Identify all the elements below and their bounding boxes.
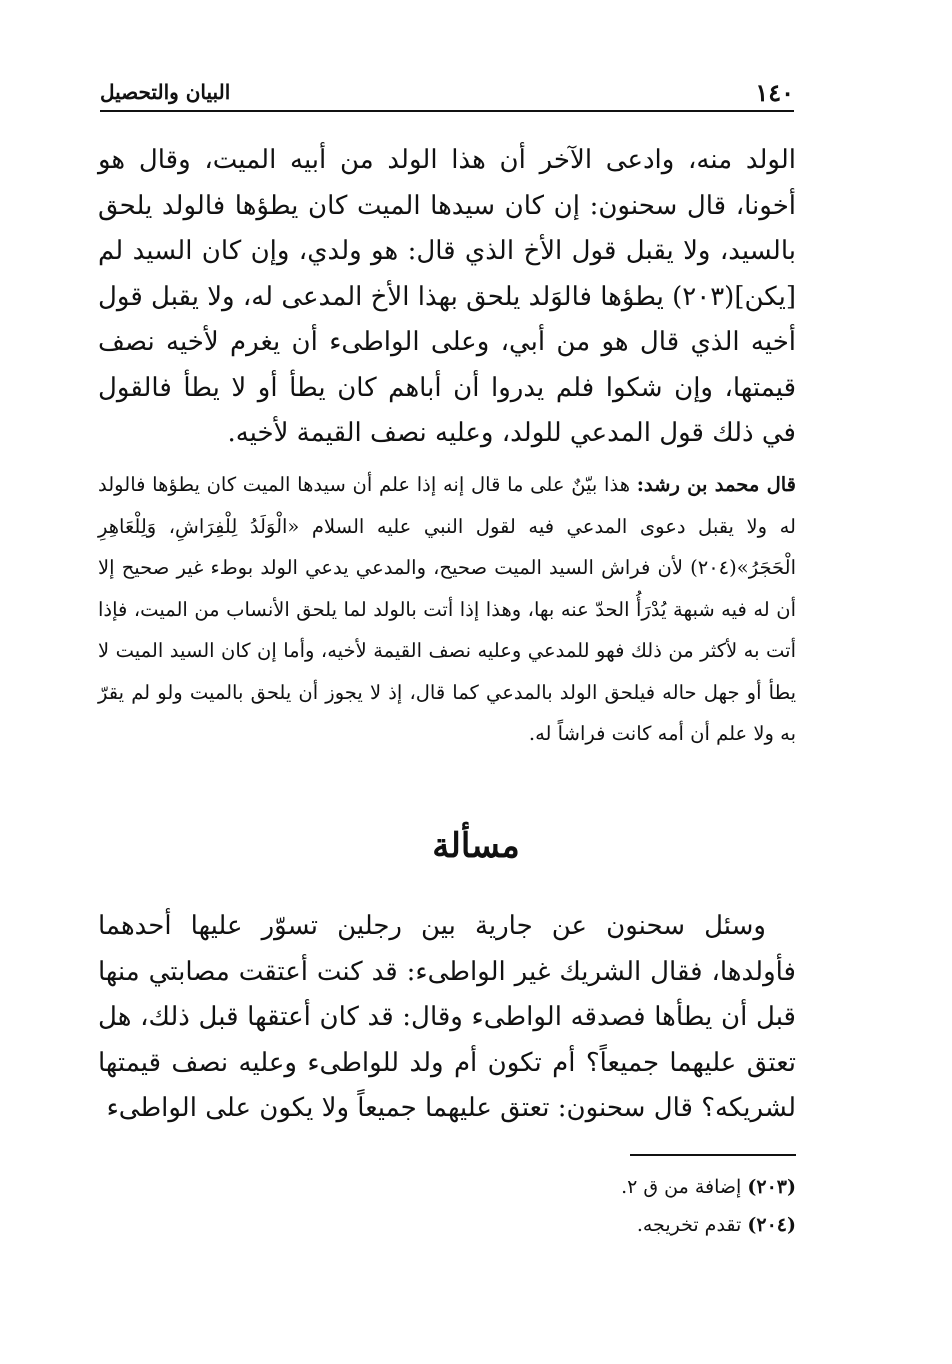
footnote-divider [630,1154,796,1156]
section-heading: مسألة [432,826,520,866]
footnote-204 [500,1206,796,1244]
paragraph-3-text: وسئل سحنون عن جارية بين رجلين تسوّر عليها أحدهما فأولدها، فقال الشريك غير الواطىء: قد كنت أعتقت مصابتي منها قبل أن يطأها فصدقه الواطىء وقال: قد كان أعتقها قبل ذلك، هل تعتق عليهما جميعاً؟ أم تكون أم ولد للواطىء وعليه نصف قيمتها لشريكه؟ قال سحنون: تعتق عليهما جميعاً ولا يكون على الواطىء [98,911,796,1123]
commentary-text [98,464,796,755]
footnotes [500,1168,796,1244]
footnote-number: (٢٠٣) [747,1176,796,1198]
page-header [100,74,794,112]
footnote-text: إضافة من ق ٢. [621,1176,742,1198]
paragraph-1-text: الولد منه، وادعى الآخر أن هذا الولد من أبيه الميت، وقال هو أخونا، قال سحنون: إن كان سيدها الميت كان يطؤها فالولد يلحق بالسيد، ولا يقبل قول الأخ الذي قال: هو ولدي، وإن كان السيد لم [يكن](٢٠٣) يطؤها فالوَلد يلحق بهذا الأخ المدعى له، ولا يقبل قول أخيه الذي قال هو من أبي، وعلى الواطىء أن يغرم لأخيه نصف قيمتها، وإن شكوا فلم يدروا أن أباهم كان يطأ أو لا يطأ فالقول في ذلك قول المدعي للولد، وعليه نصف القيمة لأخيه. [98,145,796,448]
page-number: ١٤٠ [755,77,794,107]
running-title: البيان والتحصيل [100,80,231,104]
footnote-number: (٢٠٤) [747,1214,796,1236]
paragraph-1 [98,138,796,457]
footnote-203 [500,1168,796,1206]
footnote-text: تقدم تخريجه. [636,1214,742,1236]
commentary-body: هذا بيّنٌ على ما قال إنه إذا علم أن سيدها الميت كان يطؤها فالولد له ولا يقبل دعوى المدعي فيه لقول النبي عليه السلام «الْوَلَدُ لِلْفِرَاشِ، وَلِلْعَاهِرِ الْحَجَرُ»(٢٠٤) لأن فراش السيد الميت صحيح، والمدعي يدعي الولد بوطء غير صحيح إلا أن له فيه شبهة يُدْرَأُ الحدّ عنه بها، وهذا إذا أتت بالولد لما يلحق الأنساب من الميت، فإذا أتت به لأكثر من ذلك فهو للمدعي وعليه نصف القيمة لأخيه، وأما إن كان السيد الميت لا يطأ أو جهل حاله فيلحق الولد بالمدعي كما قال، إذ لا يجوز أن يلحق بالميت ولو لم يقرّ به ولا علم أن أمه كانت فراشاً له. [98,473,796,745]
commentary-speaker: قال محمد بن رشد: [636,473,796,496]
commentary-paragraph [98,464,796,755]
paragraph-3 [98,904,796,1132]
